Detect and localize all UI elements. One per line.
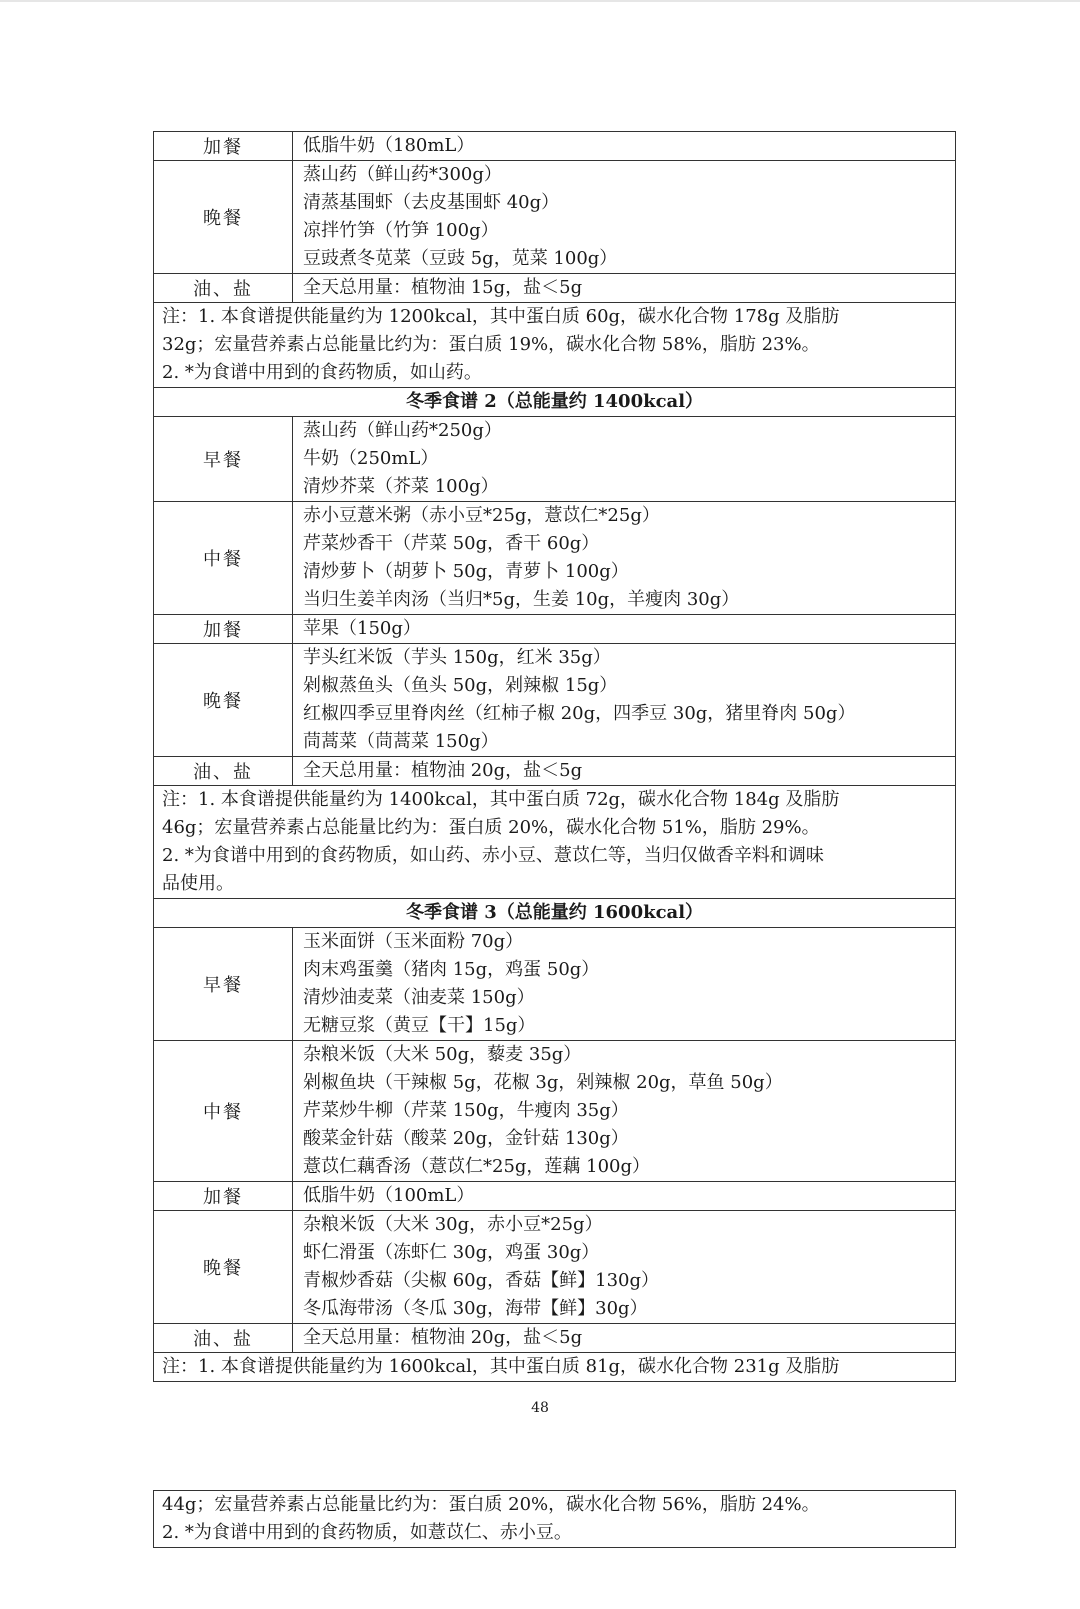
meal-items <box>293 132 956 161</box>
table-row <box>154 132 956 161</box>
note-row <box>154 786 956 899</box>
food-item: 虾仁滑蛋（冻虾仁 30g，鸡蛋 30g） <box>303 1242 600 1263</box>
meal-label: 中餐 <box>154 1041 293 1182</box>
food-item: 赤小豆薏米粥（赤小豆*25g，薏苡仁*25g） <box>303 505 660 526</box>
food-item: 青椒炒香菇（尖椒 60g，香菇【鲜】130g） <box>303 1270 660 1291</box>
menu-table-continued <box>153 1490 956 1548</box>
page-number: 48 <box>531 1400 549 1416</box>
meal-label: 加餐 <box>154 1182 293 1211</box>
note-cell <box>154 303 956 388</box>
meal-items <box>293 1182 956 1211</box>
meal-label: 加餐 <box>154 132 293 161</box>
meal-items <box>293 502 956 615</box>
note-cell <box>154 1491 956 1548</box>
table-row <box>154 1041 956 1182</box>
meal-label: 油、盐 <box>154 1324 293 1353</box>
note-line: 注：1. 本食谱提供能量约为 1200kcal，其中蛋白质 60g，碳水化合物 178g 及脂肪 <box>162 306 840 327</box>
meal-items <box>293 644 956 757</box>
note-row <box>154 303 956 388</box>
food-item: 剁椒鱼块（干辣椒 5g，花椒 3g，剁辣椒 20g，草鱼 50g） <box>303 1072 783 1093</box>
meal-label: 早餐 <box>154 417 293 502</box>
section-title-row <box>154 388 956 417</box>
note-row <box>154 1353 956 1382</box>
food-item: 无糖豆浆（黄豆【干】15g） <box>303 1015 536 1036</box>
table-row <box>154 1324 956 1353</box>
food-item: 清炒油麦菜（油麦菜 150g） <box>303 987 535 1008</box>
food-item: 低脂牛奶（100mL） <box>303 1185 475 1206</box>
menu-table <box>153 131 956 1382</box>
note-line: 2. *为食谱中用到的食药物质，如山药、赤小豆、薏苡仁等，当归仅做香辛料和调味 <box>162 845 824 866</box>
food-item: 杂粮米饭（大米 50g，藜麦 35g） <box>303 1044 582 1065</box>
note-cell <box>154 786 956 899</box>
note-line: 44g；宏量营养素占总能量比约为：蛋白质 20%，碳水化合物 56%，脂肪 24%。 <box>162 1494 820 1515</box>
meal-label: 晚餐 <box>154 644 293 757</box>
food-item: 全天总用量：植物油 15g，盐＜5g <box>303 277 583 298</box>
food-item: 低脂牛奶（180mL） <box>303 135 475 156</box>
section-title: 冬季食谱 2（总能量约 1400kcal） <box>154 388 956 417</box>
table-row <box>154 928 956 1041</box>
note-line: 2. *为食谱中用到的食药物质，如山药。 <box>162 362 482 383</box>
meal-items <box>293 928 956 1041</box>
food-item: 玉米面饼（玉米面粉 70g） <box>303 931 524 952</box>
table-row <box>154 161 956 274</box>
food-item: 苹果（150g） <box>303 618 421 639</box>
meal-items <box>293 1324 956 1353</box>
food-item: 全天总用量：植物油 20g，盐＜5g <box>303 760 583 781</box>
note-line: 32g；宏量营养素占总能量比约为：蛋白质 19%，碳水化合物 58%，脂肪 23%。 <box>162 334 820 355</box>
table-row <box>154 1182 956 1211</box>
note-line: 46g；宏量营养素占总能量比约为：蛋白质 20%，碳水化合物 51%，脂肪 29%。 <box>162 817 820 838</box>
table-row <box>154 502 956 615</box>
food-item: 清蒸基围虾（去皮基围虾 40g） <box>303 192 560 213</box>
note-line: 注：1. 本食谱提供能量约为 1400kcal，其中蛋白质 72g，碳水化合物 184g 及脂肪 <box>162 789 840 810</box>
meal-label: 油、盐 <box>154 757 293 786</box>
meal-items <box>293 274 956 303</box>
table-row <box>154 274 956 303</box>
food-item: 芋头红米饭（芋头 150g，红米 35g） <box>303 647 611 668</box>
section-title: 冬季食谱 3（总能量约 1600kcal） <box>154 899 956 928</box>
table-row <box>154 615 956 644</box>
table-row <box>154 644 956 757</box>
table-row <box>154 757 956 786</box>
food-item: 芹菜炒牛柳（芹菜 150g，牛瘦肉 35g） <box>303 1100 629 1121</box>
note-cell <box>154 1353 956 1382</box>
food-item: 杂粮米饭（大米 30g，赤小豆*25g） <box>303 1214 603 1235</box>
meal-items <box>293 757 956 786</box>
section-title-row <box>154 899 956 928</box>
table-row <box>154 417 956 502</box>
food-item: 清炒芥菜（芥菜 100g） <box>303 476 499 497</box>
food-item: 豆豉煮冬苋菜（豆豉 5g，苋菜 100g） <box>303 248 618 269</box>
food-item: 全天总用量：植物油 20g，盐＜5g <box>303 1327 583 1348</box>
meal-items <box>293 615 956 644</box>
note-line: 注：1. 本食谱提供能量约为 1600kcal，其中蛋白质 81g，碳水化合物 231g 及脂肪 <box>162 1356 840 1377</box>
food-item: 剁椒蒸鱼头（鱼头 50g，剁辣椒 15g） <box>303 675 618 696</box>
meal-label: 早餐 <box>154 928 293 1041</box>
food-item: 薏苡仁藕香汤（薏苡仁*25g，莲藕 100g） <box>303 1156 651 1177</box>
food-item: 芹菜炒香干（芹菜 50g，香干 60g） <box>303 533 600 554</box>
food-item: 红椒四季豆里脊肉丝（红柿子椒 20g，四季豆 30g，猪里脊肉 50g） <box>303 703 856 724</box>
note-line: 2. *为食谱中用到的食药物质，如薏苡仁、赤小豆。 <box>162 1522 572 1543</box>
meal-items <box>293 1041 956 1182</box>
meal-items <box>293 161 956 274</box>
page-top-border <box>0 0 1080 2</box>
food-item: 牛奶（250mL） <box>303 448 439 469</box>
food-item: 酸菜金针菇（酸菜 20g，金针菇 130g） <box>303 1128 629 1149</box>
food-item: 当归生姜羊肉汤（当归*5g，生姜 10g，羊瘦肉 30g） <box>303 589 740 610</box>
food-item: 冬瓜海带汤（冬瓜 30g，海带【鲜】30g） <box>303 1298 648 1319</box>
meal-label: 中餐 <box>154 502 293 615</box>
note-line: 品使用。 <box>162 873 234 894</box>
table-row <box>154 1211 956 1324</box>
meal-items <box>293 1211 956 1324</box>
table-row <box>154 1491 956 1548</box>
food-item: 蒸山药（鲜山药*300g） <box>303 164 502 185</box>
meal-label: 加餐 <box>154 615 293 644</box>
food-item: 茼蒿菜（茼蒿菜 150g） <box>303 731 499 752</box>
meal-label: 晚餐 <box>154 161 293 274</box>
food-item: 肉末鸡蛋羹（猪肉 15g，鸡蛋 50g） <box>303 959 600 980</box>
meal-label: 油、盐 <box>154 274 293 303</box>
food-item: 清炒萝卜（胡萝卜 50g，青萝卜 100g） <box>303 561 629 582</box>
food-item: 蒸山药（鲜山药*250g） <box>303 420 502 441</box>
meal-items <box>293 417 956 502</box>
food-item: 凉拌竹笋（竹笋 100g） <box>303 220 499 241</box>
meal-label: 晚餐 <box>154 1211 293 1324</box>
